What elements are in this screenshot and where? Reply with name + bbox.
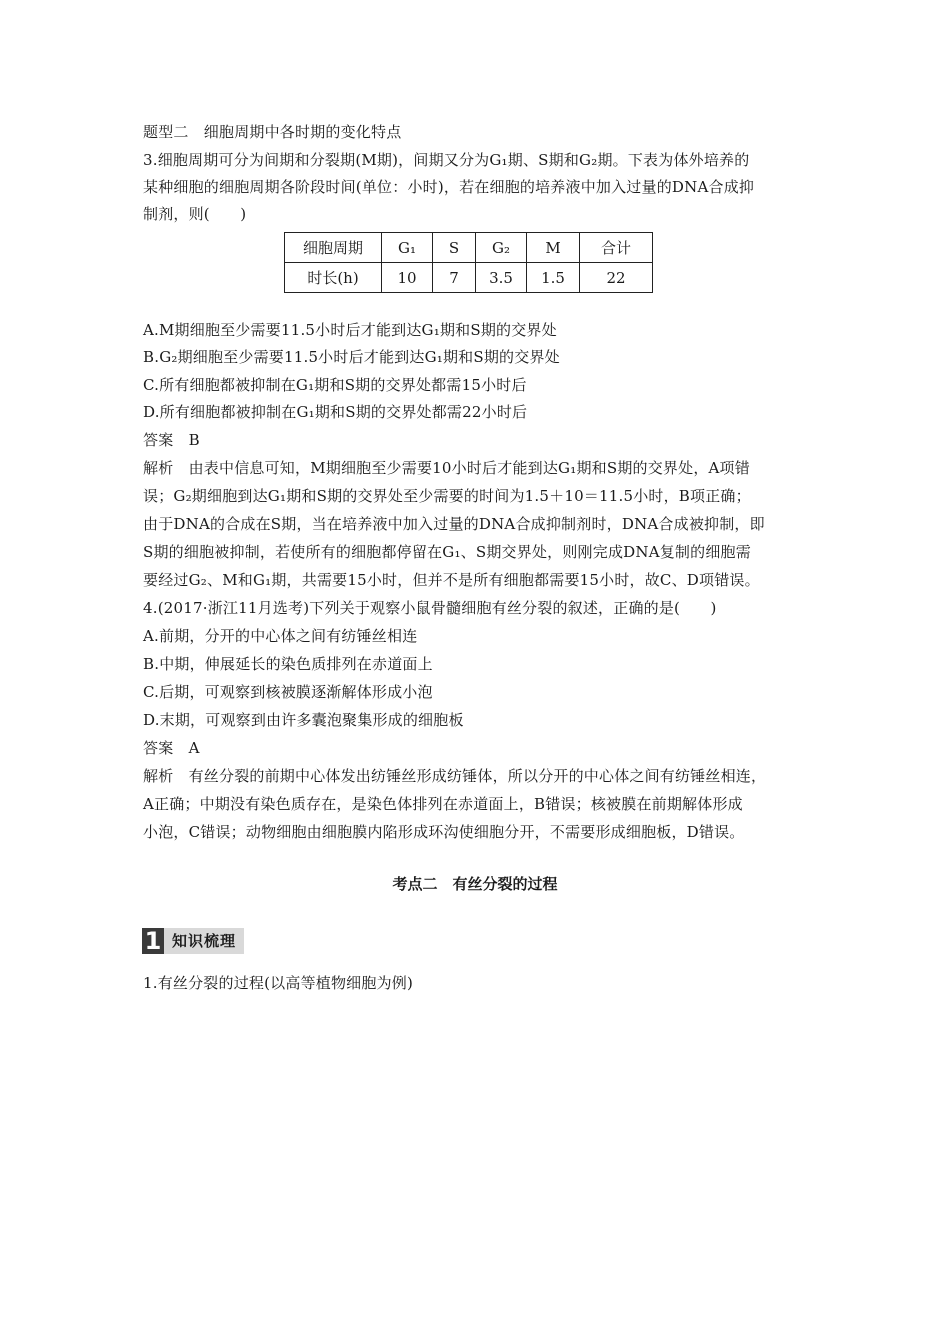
q4-option-d: D.末期，可观察到由许多囊泡聚集形成的细胞板 bbox=[143, 711, 464, 729]
section2-title: 考点二 有丝分裂的过程 bbox=[392, 875, 558, 893]
table-cell: 时长(h) bbox=[285, 263, 382, 293]
table-cell: 3.5 bbox=[476, 263, 527, 293]
q3-stem-line1: 3.细胞周期可分为间期和分裂期(M期)，间期又分为G₁期、S期和G₂期。下表为体外培养的 bbox=[143, 151, 750, 169]
q3-analysis-line2: 误；G₂期细胞到达G₁期和S期的交界处至少需要的时间为1.5＋10＝11.5小时，B项正确； bbox=[143, 487, 751, 505]
q3-analysis-line5: 要经过G₂、M和G₁期，共需要15小时，但并不是所有细胞都需要15小时，故C、D项错误。 bbox=[143, 571, 760, 589]
q3-option-d: D.所有细胞都被抑制在G₁期和S期的交界处都需22小时后 bbox=[143, 403, 528, 421]
knowledge-tag bbox=[142, 928, 244, 954]
table-cell: S bbox=[433, 233, 476, 263]
table-cell: 10 bbox=[382, 263, 433, 293]
q3-option-b: B.G₂期细胞至少需要11.5小时后才能到达G₁期和S期的交界处 bbox=[143, 348, 560, 366]
q3-analysis-line4: S期的细胞被抑制，若使所有的细胞都停留在G₁、S期交界处，则刚完成DNA复制的细胞需 bbox=[143, 543, 751, 561]
tag-number: 1 bbox=[142, 928, 164, 954]
table-header-row bbox=[285, 233, 653, 263]
table-row bbox=[285, 263, 653, 293]
cell-cycle-table bbox=[284, 232, 653, 293]
table-cell: 合计 bbox=[580, 233, 653, 263]
table-cell: 1.5 bbox=[527, 263, 580, 293]
q4-option-a: A.前期，分开的中心体之间有纺锤丝相连 bbox=[143, 627, 418, 645]
q3-analysis-line1: 解析 由表中信息可知，M期细胞至少需要10小时后才能到达G₁期和S期的交界处，A项错 bbox=[143, 459, 750, 477]
q3-stem-line2: 某种细胞的细胞周期各阶段时间(单位：小时)，若在细胞的培养液中加入过量的DNA合成抑 bbox=[143, 178, 755, 196]
table-cell: 7 bbox=[433, 263, 476, 293]
q4-analysis-line2: A正确；中期没有染色质存在，是染色体排列在赤道面上，B错误；核被膜在前期解体形成 bbox=[143, 795, 743, 813]
q3-option-c: C.所有细胞都被抑制在G₁期和S期的交界处都需15小时后 bbox=[143, 376, 527, 394]
q3-stem-line3: 制剂，则( ) bbox=[143, 205, 247, 223]
q3-option-a: A.M期细胞至少需要11.5小时后才能到达G₁期和S期的交界处 bbox=[143, 321, 557, 339]
q4-option-b: B.中期，伸展延长的染色质排列在赤道面上 bbox=[143, 655, 433, 673]
section-title: 题型二 细胞周期中各时期的变化特点 bbox=[143, 123, 402, 141]
table-cell: M bbox=[527, 233, 580, 263]
table-cell: G₂ bbox=[476, 233, 527, 263]
q3-answer: 答案 B bbox=[143, 431, 200, 449]
item1-title: 1.有丝分裂的过程(以高等植物细胞为例) bbox=[143, 974, 414, 992]
table-cell: 22 bbox=[580, 263, 653, 293]
q4-answer: 答案 A bbox=[143, 739, 200, 757]
q4-option-c: C.后期，可观察到核被膜逐渐解体形成小泡 bbox=[143, 683, 433, 701]
q4-stem: 4.(2017·浙江11月选考)下列关于观察小鼠骨髓细胞有丝分裂的叙述，正确的是( ) bbox=[143, 599, 717, 617]
q4-analysis-line3: 小泡，C错误；动物细胞由细胞膜内陷形成环沟使细胞分开，不需要形成细胞板，D错误。 bbox=[143, 823, 745, 841]
table-cell: 细胞周期 bbox=[285, 233, 382, 263]
q3-analysis-line3: 由于DNA的合成在S期，当在培养液中加入过量的DNA合成抑制剂时，DNA合成被抑制，即 bbox=[143, 515, 765, 533]
tag-label: 知识梳理 bbox=[164, 928, 244, 954]
table-cell: G₁ bbox=[382, 233, 433, 263]
q4-analysis-line1: 解析 有丝分裂的前期中心体发出纺锤丝形成纺锤体，所以分开的中心体之间有纺锤丝相连， bbox=[143, 767, 767, 785]
